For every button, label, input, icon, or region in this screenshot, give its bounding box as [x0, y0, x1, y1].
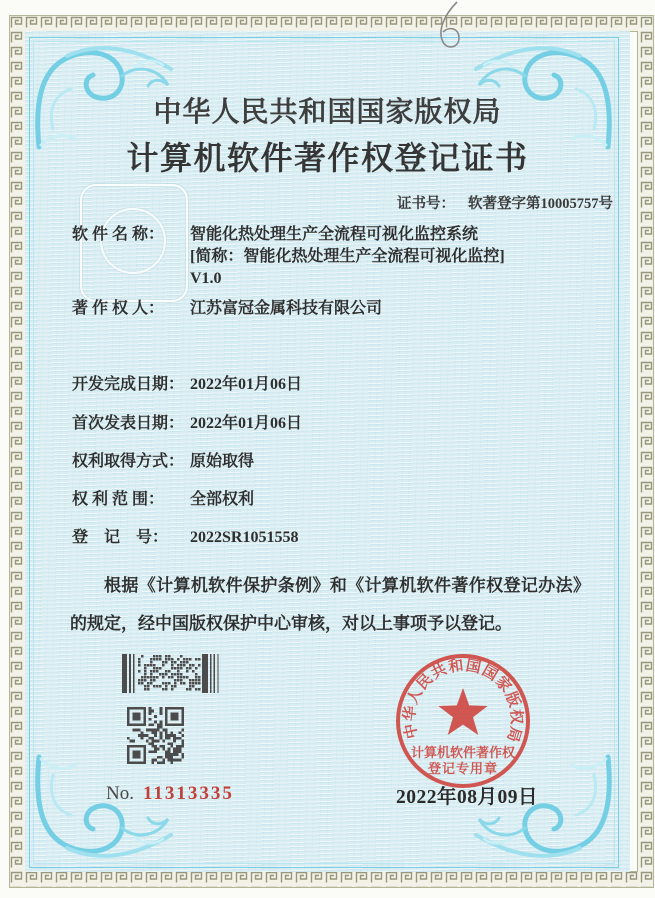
field-first-publication-date-value: 2022年01月06日 [190, 415, 303, 432]
field-first-publication-date-label: 首次发表日期： [72, 415, 185, 432]
field-copyright-owner-label: 著 作 权 人： [72, 300, 165, 317]
field-software-name [72, 224, 505, 290]
field-dev-completion-date-label: 开发完成日期： [72, 376, 185, 393]
field-dev-completion-date-value: 2022年01月06日 [190, 376, 303, 393]
field-first-publication-date [72, 413, 302, 435]
software-name-line1: 智能化热处理生产全流程可视化监控系统 [190, 226, 479, 243]
field-rights-scope-label: 权 利 范 围： [72, 491, 165, 508]
registration-statement: 根据《计算机软件保护条例》和《计算机软件著作权登记办法》的规定，经中国版权保护中心审核，对以上事项予以登记。 [70, 576, 590, 633]
field-registration-number [72, 527, 298, 549]
issuing-authority-title: 中华人民共和国国家版权局 [153, 97, 502, 128]
software-name-line3: V1.0 [190, 270, 222, 287]
qr-code [127, 707, 184, 764]
field-registration-number-label: 登 记 号： [72, 529, 169, 546]
field-rights-acquisition [72, 451, 254, 473]
seal-star-icon [438, 688, 487, 735]
issue-date: 2022年08月09日 [396, 787, 539, 808]
serial-prefix: No. [106, 783, 134, 804]
pen-squiggle-mark [427, 0, 487, 52]
field-copyright-owner [72, 298, 382, 320]
certificate-title: 计算机软件著作权登记证书 [126, 140, 529, 176]
serial-number: 11313335 [142, 783, 234, 804]
seal-ring-text: 中华人民共和国国家版权局 [402, 657, 524, 744]
official-red-seal [392, 650, 534, 792]
certificate-number-label: 证书号： [397, 196, 455, 212]
field-software-name-value [190, 224, 505, 290]
software-name-line2: [简称：智能化热处理生产全流程可视化监控] [190, 248, 505, 265]
field-software-name-label: 软 件 名 称： [72, 226, 165, 243]
field-copyright-owner-value: 江苏富冠金属科技有限公司 [190, 300, 383, 317]
seal-inner-line2: 登记专用章 [427, 761, 499, 776]
field-rights-scope-value: 全部权利 [190, 491, 255, 508]
seal-inner-line1: 计算机软件著作权 [410, 745, 516, 760]
field-dev-completion-date [72, 374, 302, 396]
serial-number-line [106, 783, 234, 805]
field-rights-scope [72, 489, 254, 511]
barcode [122, 654, 221, 693]
certificate-number-value: 软著登字第10005757号 [468, 196, 613, 212]
field-registration-number-value: 2022SR1051558 [190, 529, 299, 546]
field-rights-acquisition-value: 原始取得 [190, 453, 255, 470]
field-rights-acquisition-label: 权利取得方式： [72, 453, 185, 470]
certificate-number-line [397, 192, 613, 213]
